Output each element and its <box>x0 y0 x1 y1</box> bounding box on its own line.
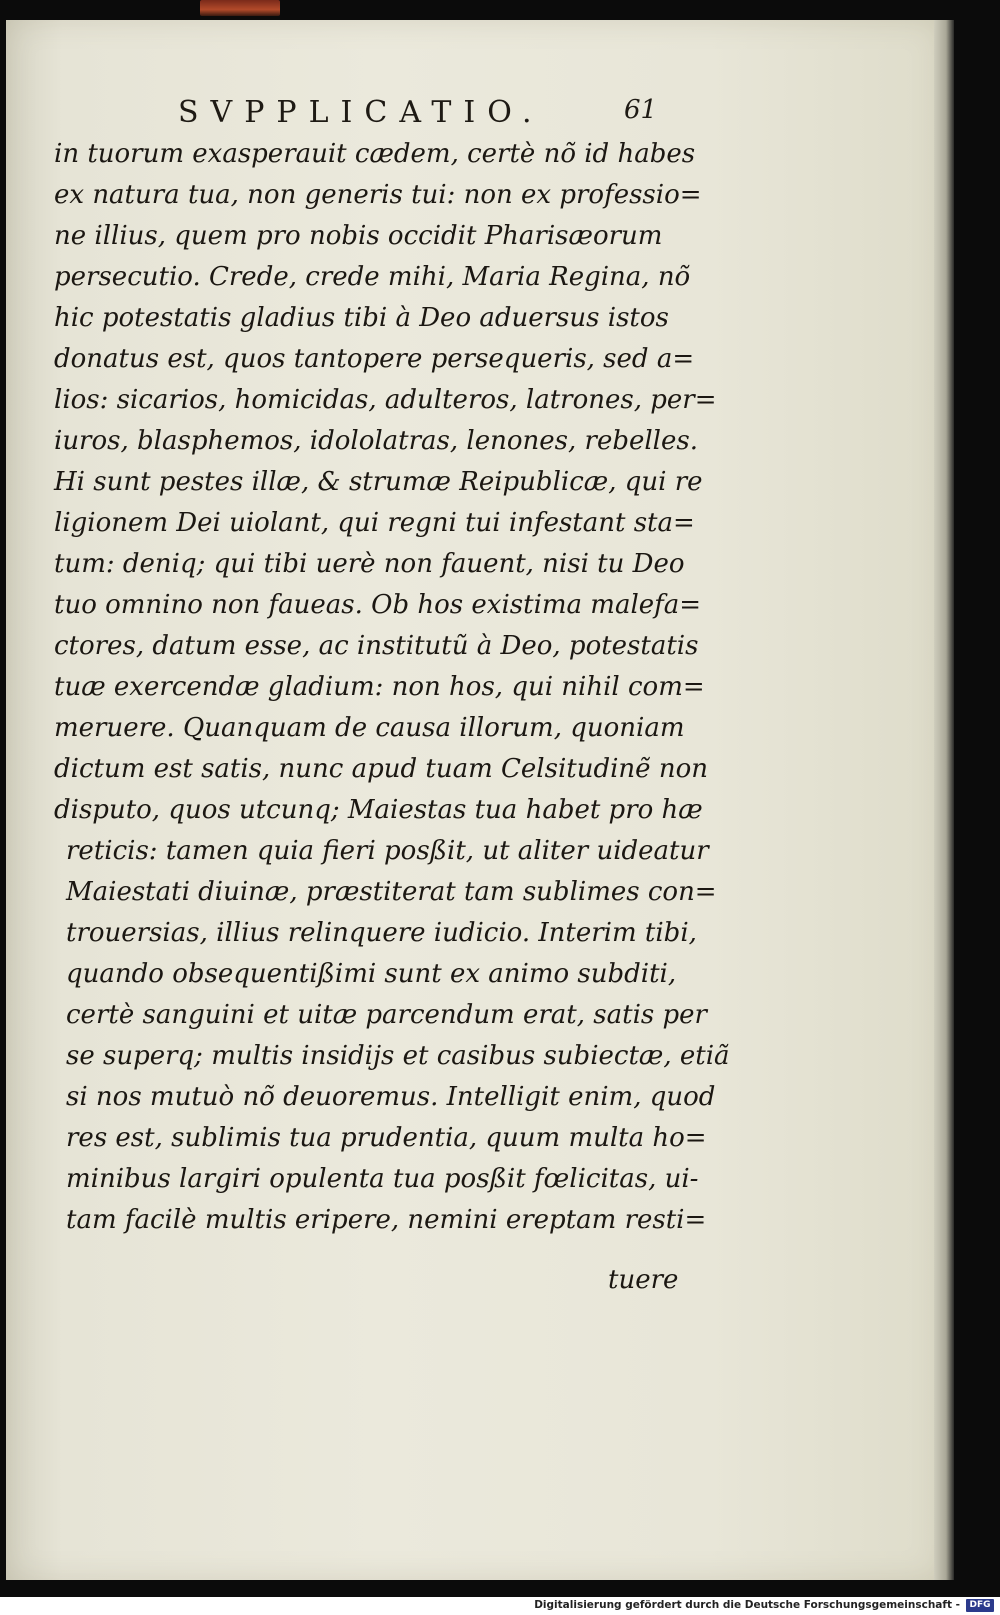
text-line: tum: deniq; qui tibi uerè non fauent, nisi tu Deo <box>54 549 685 579</box>
text-line: tam facilè multis eripere, nemini ereptam resti= <box>66 1205 707 1235</box>
text-line: ne illius, quem pro nobis occidit Pharisæorum <box>54 221 663 251</box>
catchword: tuere <box>608 1265 679 1295</box>
text-line: se superq; multis insidijs et casibus subiectæ, etiã <box>66 1041 730 1071</box>
text-line: hic potestatis gladius tibi à Deo aduersus istos <box>54 303 669 333</box>
text-line: in tuorum exasperauit cædem, certè nõ id habes <box>54 139 696 169</box>
footer-credit: Digitalisierung gefördert durch die Deutsche Forschungsgemeinschaft - <box>534 1599 960 1611</box>
text-line: disputo, quos utcunq; Maiestas tua habet pro hæ <box>54 795 703 825</box>
text-line: trouersias, illius relinquere iudicio. Interim tibi, <box>66 918 697 948</box>
body-text <box>54 134 730 1241</box>
text-line: tuæ exercendæ gladium: non hos, qui nihil com= <box>54 672 705 702</box>
text-line: reticis: tamen quia fieri posßit, ut aliter uideatur <box>66 836 709 866</box>
text-line: iuros, blasphemos, idololatras, lenones, rebelles. <box>54 426 698 456</box>
text-line: lios: sicarios, homicidas, adulteros, latrones, per= <box>54 385 717 415</box>
text-line: dictum est satis, nunc apud tuam Celsitudinẽ non <box>54 754 708 784</box>
bookmark-ribbon <box>200 0 280 16</box>
text-line: ctores, datum esse, ac institutũ à Deo, potestatis <box>54 631 699 661</box>
page-number: 61 <box>624 95 658 125</box>
text-line: quando obsequentißimi sunt ex animo subditi, <box>66 959 677 989</box>
text-line: persecutio. Crede, crede mihi, Maria Regina, nõ <box>54 262 691 292</box>
text-line: res est, sublimis tua prudentia, quum multa ho= <box>66 1123 707 1153</box>
text-line: Maiestati diuinæ, præstiterat tam sublimes con= <box>66 877 717 907</box>
running-title: SVPPLICATIO. <box>178 95 544 130</box>
text-line: tuo omnino non faueas. Ob hos existima malefa= <box>54 590 702 620</box>
text-line: ex natura tua, non generis tui: non ex professio= <box>54 180 702 210</box>
text-line: si nos mutuò nõ deuoremus. Intelligit enim, quod <box>66 1082 716 1112</box>
dfg-logo: DFG <box>966 1599 994 1612</box>
text-line: donatus est, quos tantopere persequeris, sed a= <box>54 344 695 374</box>
text-line: minibus largiri opulenta tua posßit fœlicitas, ui- <box>66 1164 699 1194</box>
text-line: meruere. Quanquam de causa illorum, quoniam <box>54 713 685 743</box>
page-edge <box>934 20 954 1580</box>
text-line: Hi sunt pestes illæ, & strumæ Reipublicæ, qui re <box>54 467 703 497</box>
text-line: certè sanguini et uitæ parcendum erat, satis per <box>66 1000 707 1030</box>
text-line: ligionem Dei uiolant, qui regni tui infestant sta= <box>54 508 695 538</box>
running-head <box>160 95 658 135</box>
